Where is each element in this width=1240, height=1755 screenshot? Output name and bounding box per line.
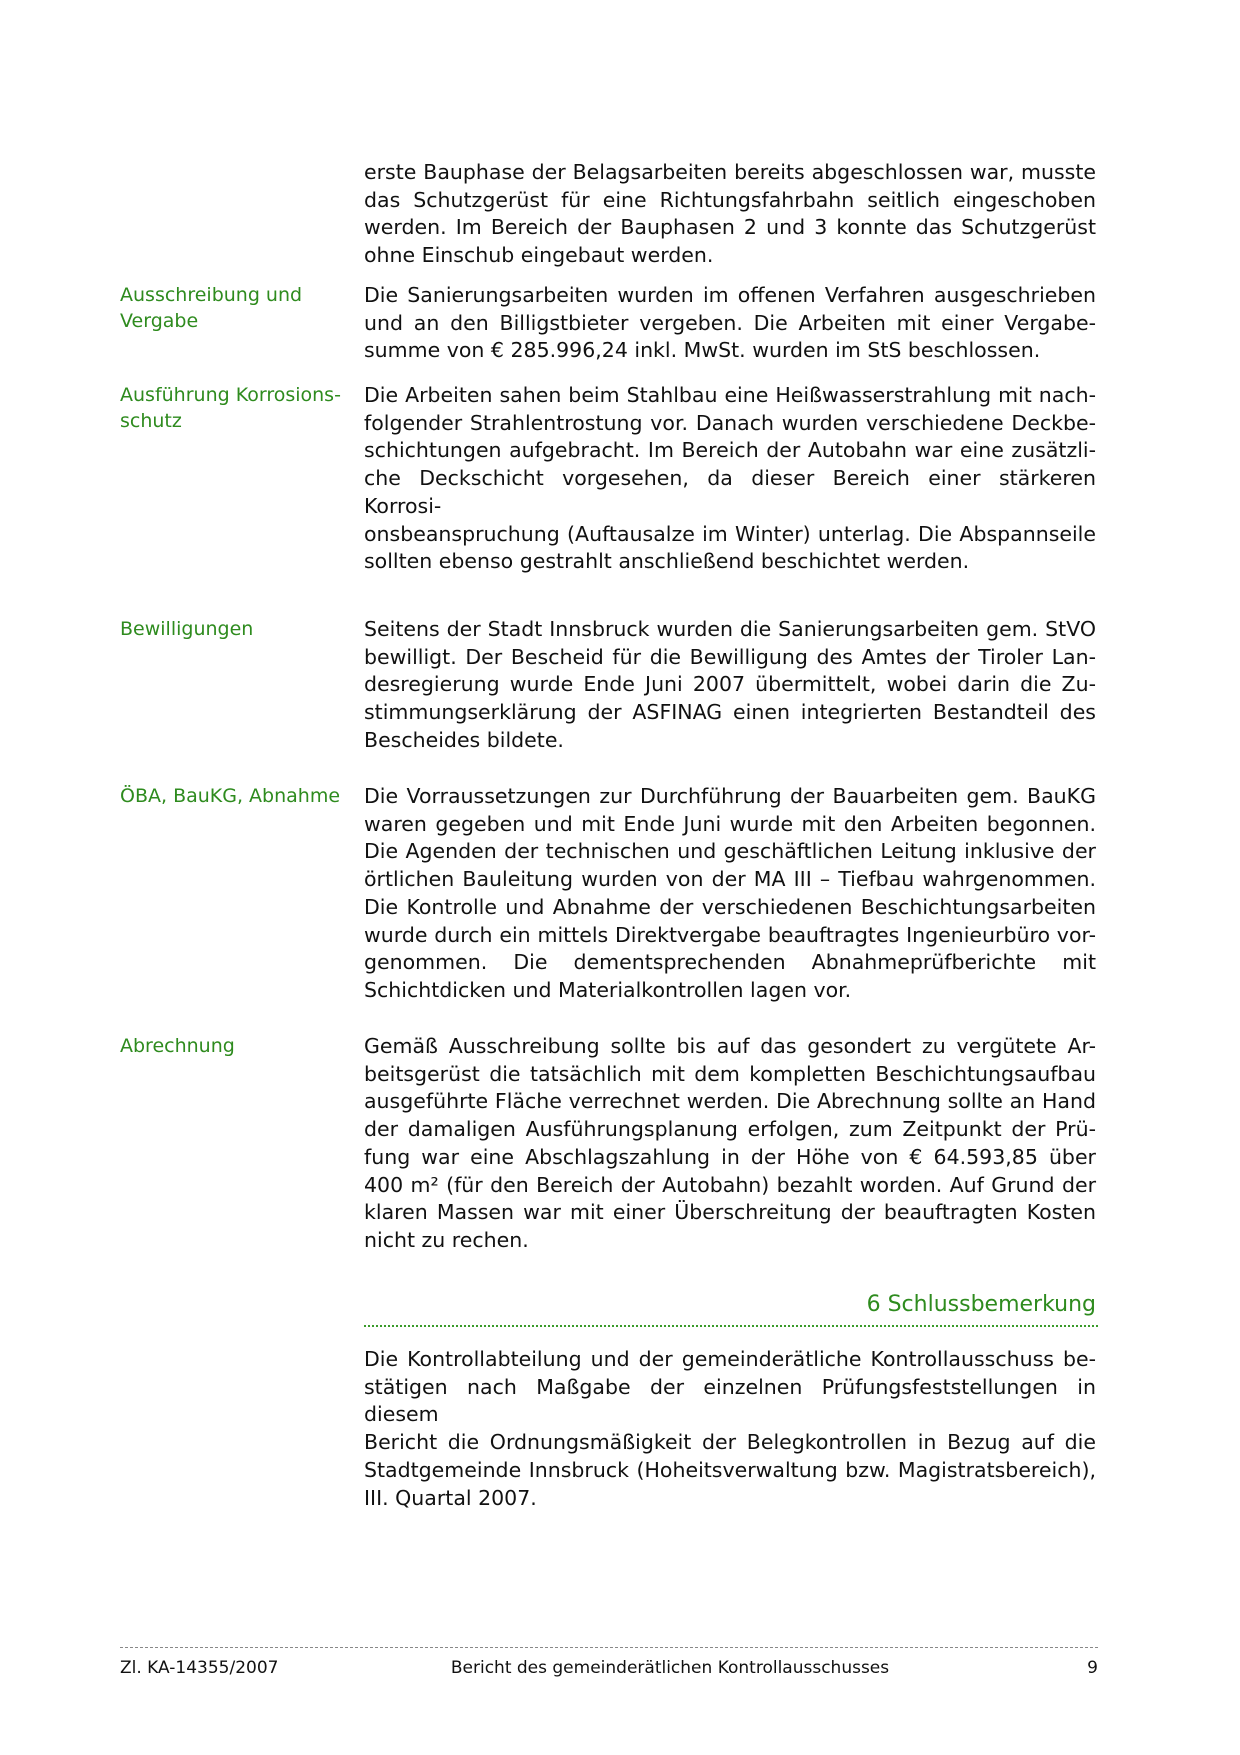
text-line: Die Agenden der technischen und geschäftlichen Leitung inklusive der <box>364 839 1096 864</box>
text-line: stätigen nach Maßgabe der einzelnen Prüfungsfeststellungen in diesem <box>364 1374 1096 1427</box>
label-line: schutz <box>120 410 182 432</box>
text-line: Die Arbeiten sahen beim Stahlbau eine Heißwasserstrahlung mit nach- <box>364 383 1096 407</box>
text-line: Gemäß Ausschreibung sollte bis auf das gesondert zu vergütete Ar- <box>364 1034 1096 1058</box>
margin-label-abrechnung <box>120 1033 345 1059</box>
footer-reference: Zl. KA-14355/2007 <box>120 1658 279 1678</box>
text-line: und an den Billigstbieter vergeben. Die Arbeiten mit einer Vergabe- <box>364 310 1096 335</box>
paragraph-schluss <box>364 1346 1096 1512</box>
text-line: genommen. Die dementsprechenden Abnahmeprüfberichte mit <box>364 950 1096 975</box>
text-line: örtlichen Bauleitung wurden von der MA III – Tiefbau wahrgenommen. <box>364 867 1096 892</box>
page-number: 9 <box>1087 1658 1098 1678</box>
label-line: ÖBA, BauKG, Abnahme <box>120 785 341 807</box>
footer-title: Bericht des gemeinderätlichen Kontrollausschusses <box>450 1658 890 1678</box>
text-line: desregierung wurde Ende Juni 2007 übermittelt, wobei darin die Zu- <box>364 672 1096 697</box>
text-line: Die Kontrollabteilung und der gemeinderätliche Kontrollausschuss be- <box>364 1347 1096 1371</box>
text-line: beitsgerüst die tatsächlich mit dem kompletten Beschichtungsaufbau <box>364 1061 1096 1086</box>
text-line: Schichtdicken und Materialkontrollen lagen vor. <box>364 977 852 1002</box>
text-line: das Schutzgerüst für eine Richtungsfahrbahn seitlich eingeschoben <box>364 187 1096 212</box>
text-line: ohne Einschub eingebaut werden. <box>364 243 714 268</box>
text-line: onsbeanspruchung (Auftausalze im Winter) unterlag. Die Abspannseile <box>364 521 1096 546</box>
margin-label-bewilligungen <box>120 616 345 642</box>
text-line: Die Kontrolle und Abnahme der verschiedenen Beschichtungsarbeiten <box>364 894 1096 919</box>
text-line: bewilligt. Der Bescheid für die Bewilligung des Amtes der Tiroler Lan- <box>364 644 1096 669</box>
text-line: Die Sanierungsarbeiten wurden im offenen Verfahren ausgeschrieben <box>364 283 1096 307</box>
text-line: wurde durch ein mittels Direktvergabe beauftragtes Ingenieurbüro vor- <box>364 922 1096 947</box>
text-line: waren gegeben und mit Ende Juni wurde mit den Arbeiten begonnen. <box>364 811 1096 836</box>
text-line: Bescheides bildete. <box>364 727 564 752</box>
label-line: Abrechnung <box>120 1035 235 1057</box>
text-line: Seitens der Stadt Innsbruck wurden die Sanierungsarbeiten gem. StVO <box>364 617 1096 641</box>
text-line: fung war eine Abschlagszahlung in der Höhe von € 64.593,85 über <box>364 1144 1096 1169</box>
text-line: schichtungen aufgebracht. Im Bereich der Autobahn war eine zusätzli- <box>364 438 1096 463</box>
text-line: summe von € 285.996,24 inkl. MwSt. wurden im StS beschlossen. <box>364 338 1041 363</box>
label-line: Ausführung Korrosions- <box>120 384 341 406</box>
margin-label-ausschreibung <box>120 282 345 334</box>
paragraph-oeba <box>364 783 1096 1005</box>
text-line: werden. Im Bereich der Bauphasen 2 und 3 konnte das Schutzgerüst <box>364 215 1096 240</box>
text-line: erste Bauphase der Belagsarbeiten bereits abgeschlossen war, musste <box>364 160 1096 184</box>
text-line: stimmungserklärung der ASFINAG einen integrierten Bestandteil des <box>364 700 1096 725</box>
paragraph-intro <box>364 159 1096 270</box>
label-line: Bewilligungen <box>120 618 254 640</box>
heading-divider <box>364 1325 1098 1327</box>
label-line: Ausschreibung und <box>120 284 303 306</box>
paragraph-korrosionsschutz <box>364 382 1096 576</box>
text-line: Stadtgemeinde Innsbruck (Hoheitsverwaltung bzw. Magistratsbereich), <box>364 1457 1096 1482</box>
text-line: nicht zu rechen. <box>364 1227 529 1252</box>
text-line: klaren Massen war mit einer Überschreitung der beauftragten Kosten <box>364 1200 1096 1225</box>
paragraph-ausschreibung <box>364 282 1096 365</box>
margin-label-korrosionsschutz <box>120 382 345 434</box>
text-line: der damaligen Ausführungsplanung erfolgen, zum Zeitpunkt der Prü- <box>364 1117 1096 1142</box>
paragraph-abrechnung <box>364 1033 1096 1255</box>
text-line: ausgeführte Fläche verrechnet werden. Die Abrechnung sollte an Hand <box>364 1089 1096 1114</box>
footer-divider <box>120 1647 1098 1648</box>
text-line: che Deckschicht vorgesehen, da dieser Bereich einer stärkeren Korrosi- <box>364 466 1096 518</box>
text-line: III. Quartal 2007. <box>364 1485 537 1510</box>
text-line: sollten ebenso gestrahlt anschließend beschichtet werden. <box>364 549 970 574</box>
text-line: 400 m² (für den Bereich der Autobahn) bezahlt worden. Auf Grund der <box>364 1172 1096 1197</box>
section-heading: 6 Schlussbemerkung <box>866 1292 1096 1317</box>
paragraph-bewilligungen <box>364 616 1096 755</box>
label-line: Vergabe <box>120 310 199 332</box>
text-line: Die Vorraussetzungen zur Durchführung der Bauarbeiten gem. BauKG <box>364 784 1096 808</box>
text-line: Bericht die Ordnungsmäßigkeit der Belegkontrollen in Bezug auf die <box>364 1430 1096 1455</box>
text-line: folgender Strahlentrostung vor. Danach wurden verschiedene Deckbe- <box>364 410 1096 435</box>
margin-label-oeba <box>120 783 345 809</box>
